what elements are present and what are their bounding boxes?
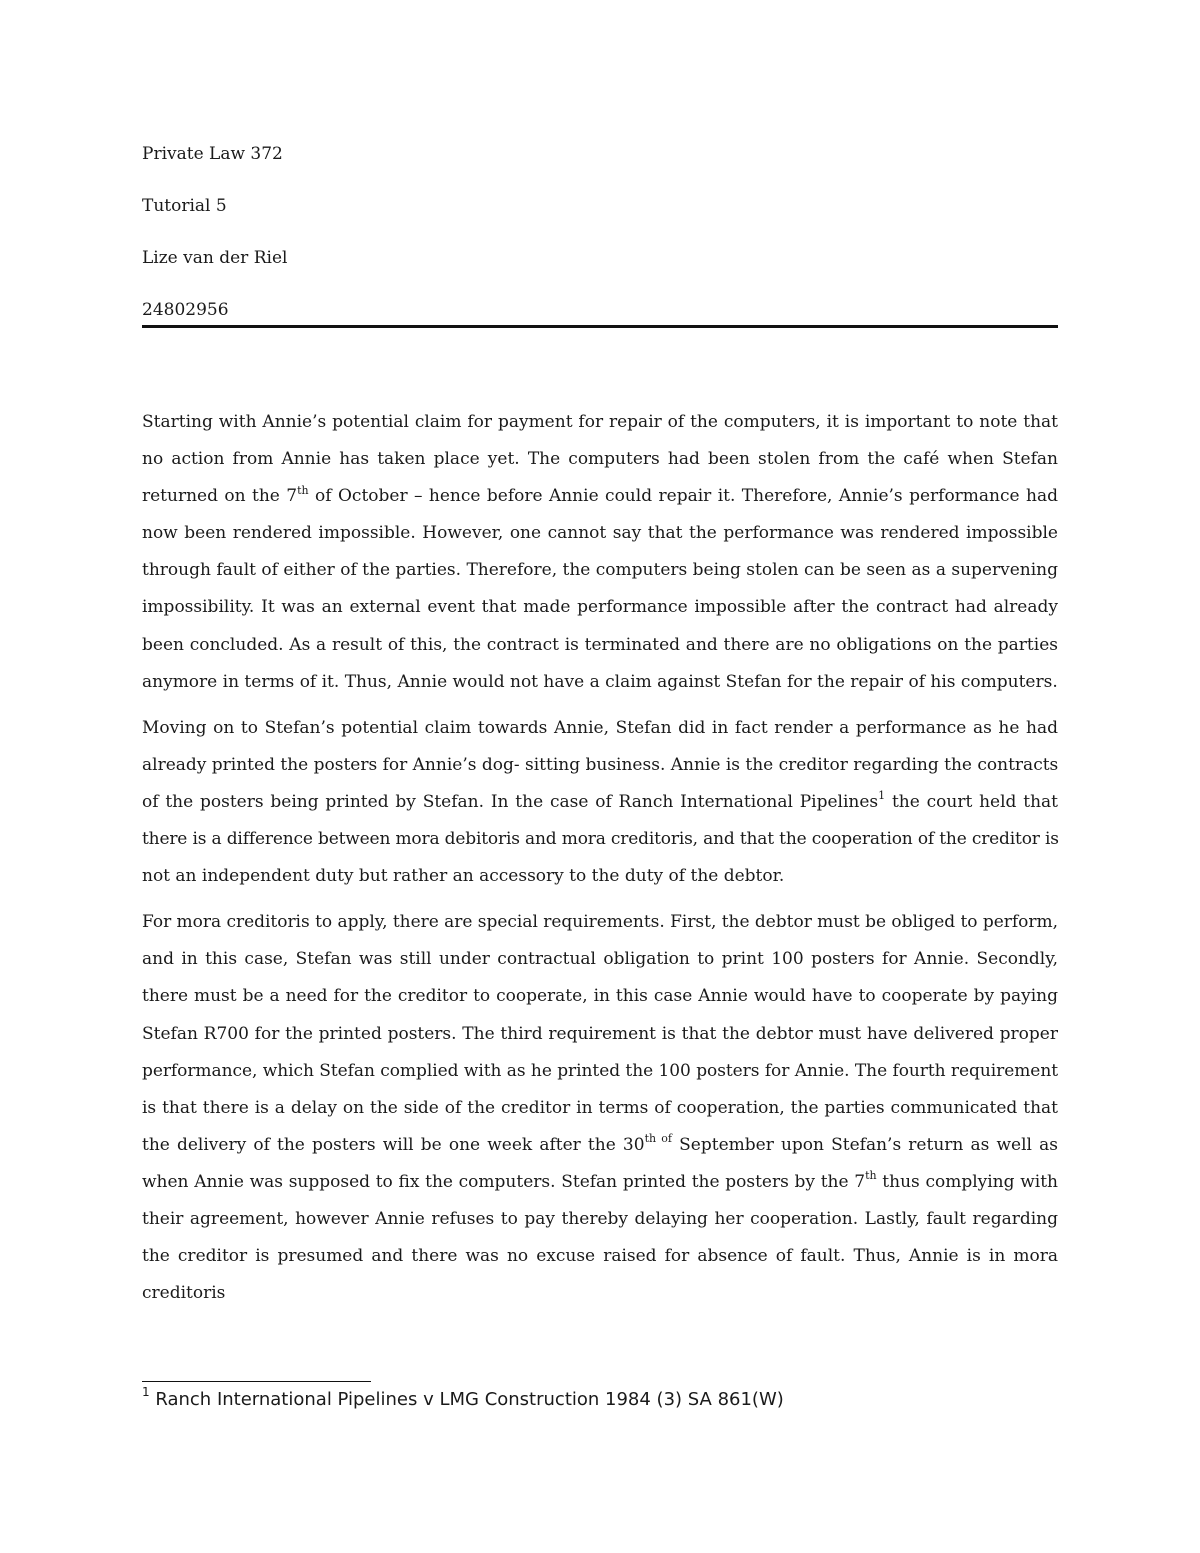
line-text: when Annie was supposed to fix the computers. Stefan printed the posters by the 7 <box>142 1171 866 1192</box>
line-text: of the posters being printed by Stefan. In the case of Ranch International Pipelines <box>142 791 879 812</box>
line-text: September upon Stefan’s return as well as <box>672 1134 1058 1155</box>
superscript: th <box>297 483 309 497</box>
student-number: 24802956 <box>142 300 229 320</box>
paragraph-line: their agreement, however Annie refuses to pay thereby delaying her cooperation. Lastly, fault regarding <box>142 1208 1058 1229</box>
superscript: th <box>865 1169 877 1183</box>
footnote-text: Ranch International Pipelines v LMG Construction 1984 (3) SA 861(W) <box>149 1389 784 1410</box>
footnote <box>142 1387 1058 1413</box>
paragraph-line: not an independent duty but rather an accessory to the duty of the debtor. <box>142 866 785 887</box>
line-text: returned on the 7 <box>142 486 298 507</box>
body-paragraph <box>142 710 1058 895</box>
paragraph-line: performance, which Stefan complied with as he printed the 100 posters for Annie. The fourth requirement <box>142 1060 1058 1081</box>
paragraph-line: no action from Annie has taken place yet. The computers had been stolen from the café when Stefan <box>142 449 1058 470</box>
body-paragraph <box>142 904 1058 1312</box>
paragraph-line: there must be a need for the creditor to cooperate, in this case Annie would have to cooperate by paying <box>142 986 1058 1007</box>
header-divider <box>142 325 1058 328</box>
tutorial-label: Tutorial 5 <box>142 196 227 216</box>
paragraph-line: through fault of either of the parties. Therefore, the computers being stolen can be seen as a supervening <box>142 560 1058 581</box>
paragraph-line: already printed the posters for Annie’s dog- sitting business. Annie is the creditor regarding the contracts <box>142 754 1059 775</box>
author-name: Lize van der Riel <box>142 248 288 268</box>
paragraph-line: Starting with Annie’s potential claim for payment for repair of the computers, it is important to note that <box>142 412 1058 432</box>
superscript: th of <box>644 1132 672 1146</box>
paragraph-line: anymore in terms of it. Thus, Annie would not have a claim against Stefan for the repair of his computers. <box>142 671 1058 692</box>
paragraph-line: creditoris <box>142 1283 226 1304</box>
paragraph-line: there is a difference between mora debitoris and mora creditoris, and that the cooperation of the creditor is <box>142 829 1059 850</box>
paragraph-line: Stefan R700 for the printed posters. The third requirement is that the debtor must have delivered proper <box>142 1023 1058 1044</box>
line-text: the court held that <box>885 791 1058 812</box>
paragraph-line: For mora creditoris to apply, there are special requirements. First, the debtor must be obliged to perform, <box>142 912 1058 933</box>
body-paragraph <box>142 404 1058 701</box>
paragraph-line <box>142 478 1058 515</box>
document-body <box>142 404 1058 1321</box>
paragraph-line: the creditor is presumed and there was no excuse raised for absence of fault. Thus, Annie is in mora <box>142 1246 1058 1267</box>
paragraph-line: impossibility. It was an external event that made performance impossible after the contract had already <box>142 597 1058 618</box>
superscript: 1 <box>878 789 886 803</box>
paragraph-line: Moving on to Stefan’s potential claim towards Annie, Stefan did in fact render a performance as he had <box>142 717 1058 738</box>
paragraph-line <box>142 1164 1058 1201</box>
paragraph-line <box>142 1127 1058 1164</box>
paragraph-line: been concluded. As a result of this, the contract is terminated and there are no obligations on the parties <box>142 634 1058 655</box>
paragraph-line: is that there is a delay on the side of the creditor in terms of cooperation, the parties communicated that <box>142 1097 1058 1118</box>
footnote-marker: 1 <box>142 1385 150 1399</box>
line-text: the delivery of the posters will be one week after the 30 <box>142 1134 645 1155</box>
line-text: of October – hence before Annie could repair it. Therefore, Annie’s performance had <box>308 486 1058 507</box>
paragraph-line <box>142 784 1058 821</box>
document-header <box>142 142 1058 322</box>
line-text: thus complying with <box>876 1171 1058 1192</box>
footnote-separator <box>142 1381 371 1382</box>
course-title: Private Law 372 <box>142 144 283 164</box>
paragraph-line: now been rendered impossible. However, one cannot say that the performance was rendered impossible <box>142 523 1058 544</box>
paragraph-line: and in this case, Stefan was still under contractual obligation to print 100 posters for Annie. Secondly, <box>142 949 1058 970</box>
